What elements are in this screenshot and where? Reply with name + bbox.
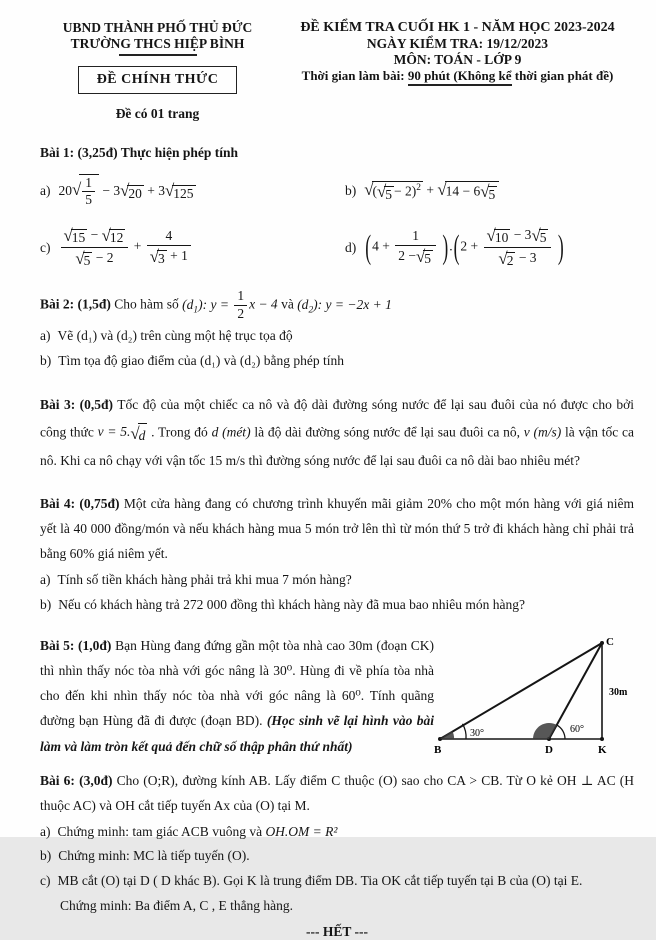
sqrt-icon: √ xyxy=(165,181,175,201)
problem-6a-math: OH.OM = R² xyxy=(265,823,338,839)
problem-3-text: Bài 3: (0,5đ) Tốc độ của một chiếc ca nô và độ dài đường sóng nước để lại sau đuôi của nó được cho bởi công thức v = 5.√d . Trong đó d (mét) là độ dài đường sóng nước để lại sau đuôi ca nô, v (m/s) là vận tốc ca nô. Khi ca nô chạy với vận tốc 15 m/s thì đường sóng nước để lại sau đuôi ca nô dài bao nhiêu mét? xyxy=(40,396,634,468)
problem-3 xyxy=(40,393,634,474)
end-marker: --- HẾT --- xyxy=(306,924,368,940)
exam-date: NGÀY KIỂM TRA: 19/12/2023 xyxy=(366,36,549,51)
problem-4b: b) Nếu có khách hàng trả 272 000 đồng thì khách hàng này đã mua bao nhiêu món hàng? xyxy=(40,596,525,612)
problem-6c: c) MB cắt (O) tại D ( D khác B). Gọi K là trung điểm DB. Tia OK cắt tiếp tuyến tại B của (O) tại E. xyxy=(40,873,583,889)
sqrt-icon: √ xyxy=(63,226,73,246)
vertex-C: C xyxy=(606,635,614,648)
header xyxy=(40,20,634,122)
angle-label-60: 60° xyxy=(570,723,584,735)
exam-subject: MÔN: TOÁN - LỚP 9 xyxy=(393,52,522,67)
vertex-K: K xyxy=(598,743,607,756)
sqrt-icon: √ xyxy=(480,182,490,202)
problem-2 xyxy=(40,288,634,373)
sqrt-icon: √ xyxy=(149,246,160,266)
sqrt-icon: √ xyxy=(415,246,426,266)
sqrt-icon: √ xyxy=(437,180,447,200)
sqrt-icon: √ xyxy=(364,180,374,200)
sqrt-icon: √ xyxy=(72,179,82,199)
problem-2a: a) Vẽ (d₁) và (d₂) trên cùng một hệ trục tọa độ xyxy=(40,327,293,343)
expression-1a: a) 20√ $\frac{1}{5}$ − 3√20 + 3√125 xyxy=(40,174,194,208)
exam-duration: Thời gian làm bài: 90 phút (Không kể thời gian phát đề) xyxy=(281,68,634,84)
sqrt-icon: √ xyxy=(75,249,85,269)
problem-6-text: Bài 6: (3,0đ) Cho (O;R), đường kính AB. Lấy điểm C thuộc (O) sao cho CA > CB. Từ O kẻ OH ⊥ AC (H thuộc AC) và OH cắt tiếp tuyến Ax của (O) tại M. xyxy=(40,772,634,813)
height-label: 30m xyxy=(609,686,628,698)
problem-4a: a) Tính số tiền khách hàng phải trả khi mua 7 món hàng? xyxy=(40,571,352,587)
problem-6c-line2: Chứng minh: Ba điểm A, C , E thẳng hàng. xyxy=(60,898,294,914)
problem-1 xyxy=(40,142,634,270)
problem-2-title: Bài 2: (1,5đ) Cho hàm số $(d_1)$: y = $\frac{1}{2}$ x − 4 và $(d_2)$: y = −2x + 1 xyxy=(40,288,392,321)
sqrt-icon: √ xyxy=(120,181,130,201)
sqrt-icon: √ xyxy=(531,226,541,246)
expression-1b: b) $√(√5 - 2)^2 + √14 - 6√5$ xyxy=(345,174,634,210)
angle-arc-30 xyxy=(463,723,467,738)
vertex-B: B xyxy=(434,743,442,756)
page-count: Đề có 01 trang xyxy=(115,106,200,121)
problem-5-figure xyxy=(434,633,634,761)
problem-1-title: Bài 1: (3,25đ) Thực hiện phép tính xyxy=(40,145,239,160)
expression-1c: c) $\frac{√15 - √12}{√5 - 2}$ + $\frac{4}{√3 + 1}$ xyxy=(40,225,345,270)
header-right xyxy=(275,20,634,122)
official-exam-box: ĐỀ CHÍNH THỨC xyxy=(78,66,238,94)
sqrt-icon: √ xyxy=(130,423,140,443)
problem-6b: b) Chứng minh: MC là tiếp tuyến (O). xyxy=(40,848,250,864)
problem-4 xyxy=(40,492,634,617)
issuer-line2: TRƯỜNG THCS HIỆP BÌNH xyxy=(70,36,245,51)
triangle-diagram xyxy=(434,635,634,757)
expression-1d: d) (4 + $\frac{1}{2 -√5}$ ).(2 + $\frac{√10 - 3√5}{√2 - 3}$ ) xyxy=(345,226,564,269)
angle-label-30: 30° xyxy=(470,727,484,739)
problem-5-note: (Học sinh vẽ lại hình vào bài làm và làm tròn kết quả đến chữ số thập phân thứ nhất) xyxy=(40,713,435,754)
problem-5 xyxy=(40,633,634,761)
sqrt-icon: √ xyxy=(498,249,508,269)
problem-5-text: Bài 5: (1,0đ) Bạn Hùng đang đứng gần một tòa nhà cao 30m (đoạn CK) thì nhìn thấy nóc tòa nhà với góc nâng là 30⁰. Hùng đi về phía tòa nhà cho đến khi nhìn thấy nóc tòa nhà với góc nâng là 60⁰. Tính quãng đường bạn Hùng đã đi được (đoạn BD). (Học sinh vẽ lại hình vào bài làm và làm tròn kết quả đến chữ số thập phân thứ nhất) xyxy=(40,637,435,754)
problem-2b: b) Tìm tọa độ giao điểm của (d₁) và (d₂) bằng phép tính xyxy=(40,352,344,368)
problem-6 xyxy=(40,769,634,919)
sqrt-icon: √ xyxy=(486,226,496,246)
exam-title: ĐỀ KIỂM TRA CUỐI HK 1 - NĂM HỌC 2023-2024 xyxy=(300,20,615,35)
header-left xyxy=(40,20,275,122)
duration-underlined: 90 phút (Không kể xyxy=(408,68,512,86)
sqrt-icon: √ xyxy=(377,182,387,202)
problem-1-expressions xyxy=(40,174,634,270)
problem-6a: a) Chứng minh: tam giác ACB vuông và OH.OM = R² xyxy=(40,823,338,839)
issuer-line1: UBND THÀNH PHỐ THỦ ĐỨC xyxy=(62,20,253,35)
vertex-D: D xyxy=(545,743,553,756)
sqrt-icon: √ xyxy=(101,226,111,246)
angle-arc-60 xyxy=(557,725,565,739)
problem-4-text: Bài 4: (0,75đ) Một cửa hàng đang có chương trình khuyến mãi giảm 20% cho một món hàng với giá niêm yết là 40 000 đồng/món và nếu khách hàng mua 5 món trở lên thì từ món thứ 5 trở đi khách hàng chỉ phải trả bằng 60% giá niêm yết. xyxy=(40,495,635,561)
